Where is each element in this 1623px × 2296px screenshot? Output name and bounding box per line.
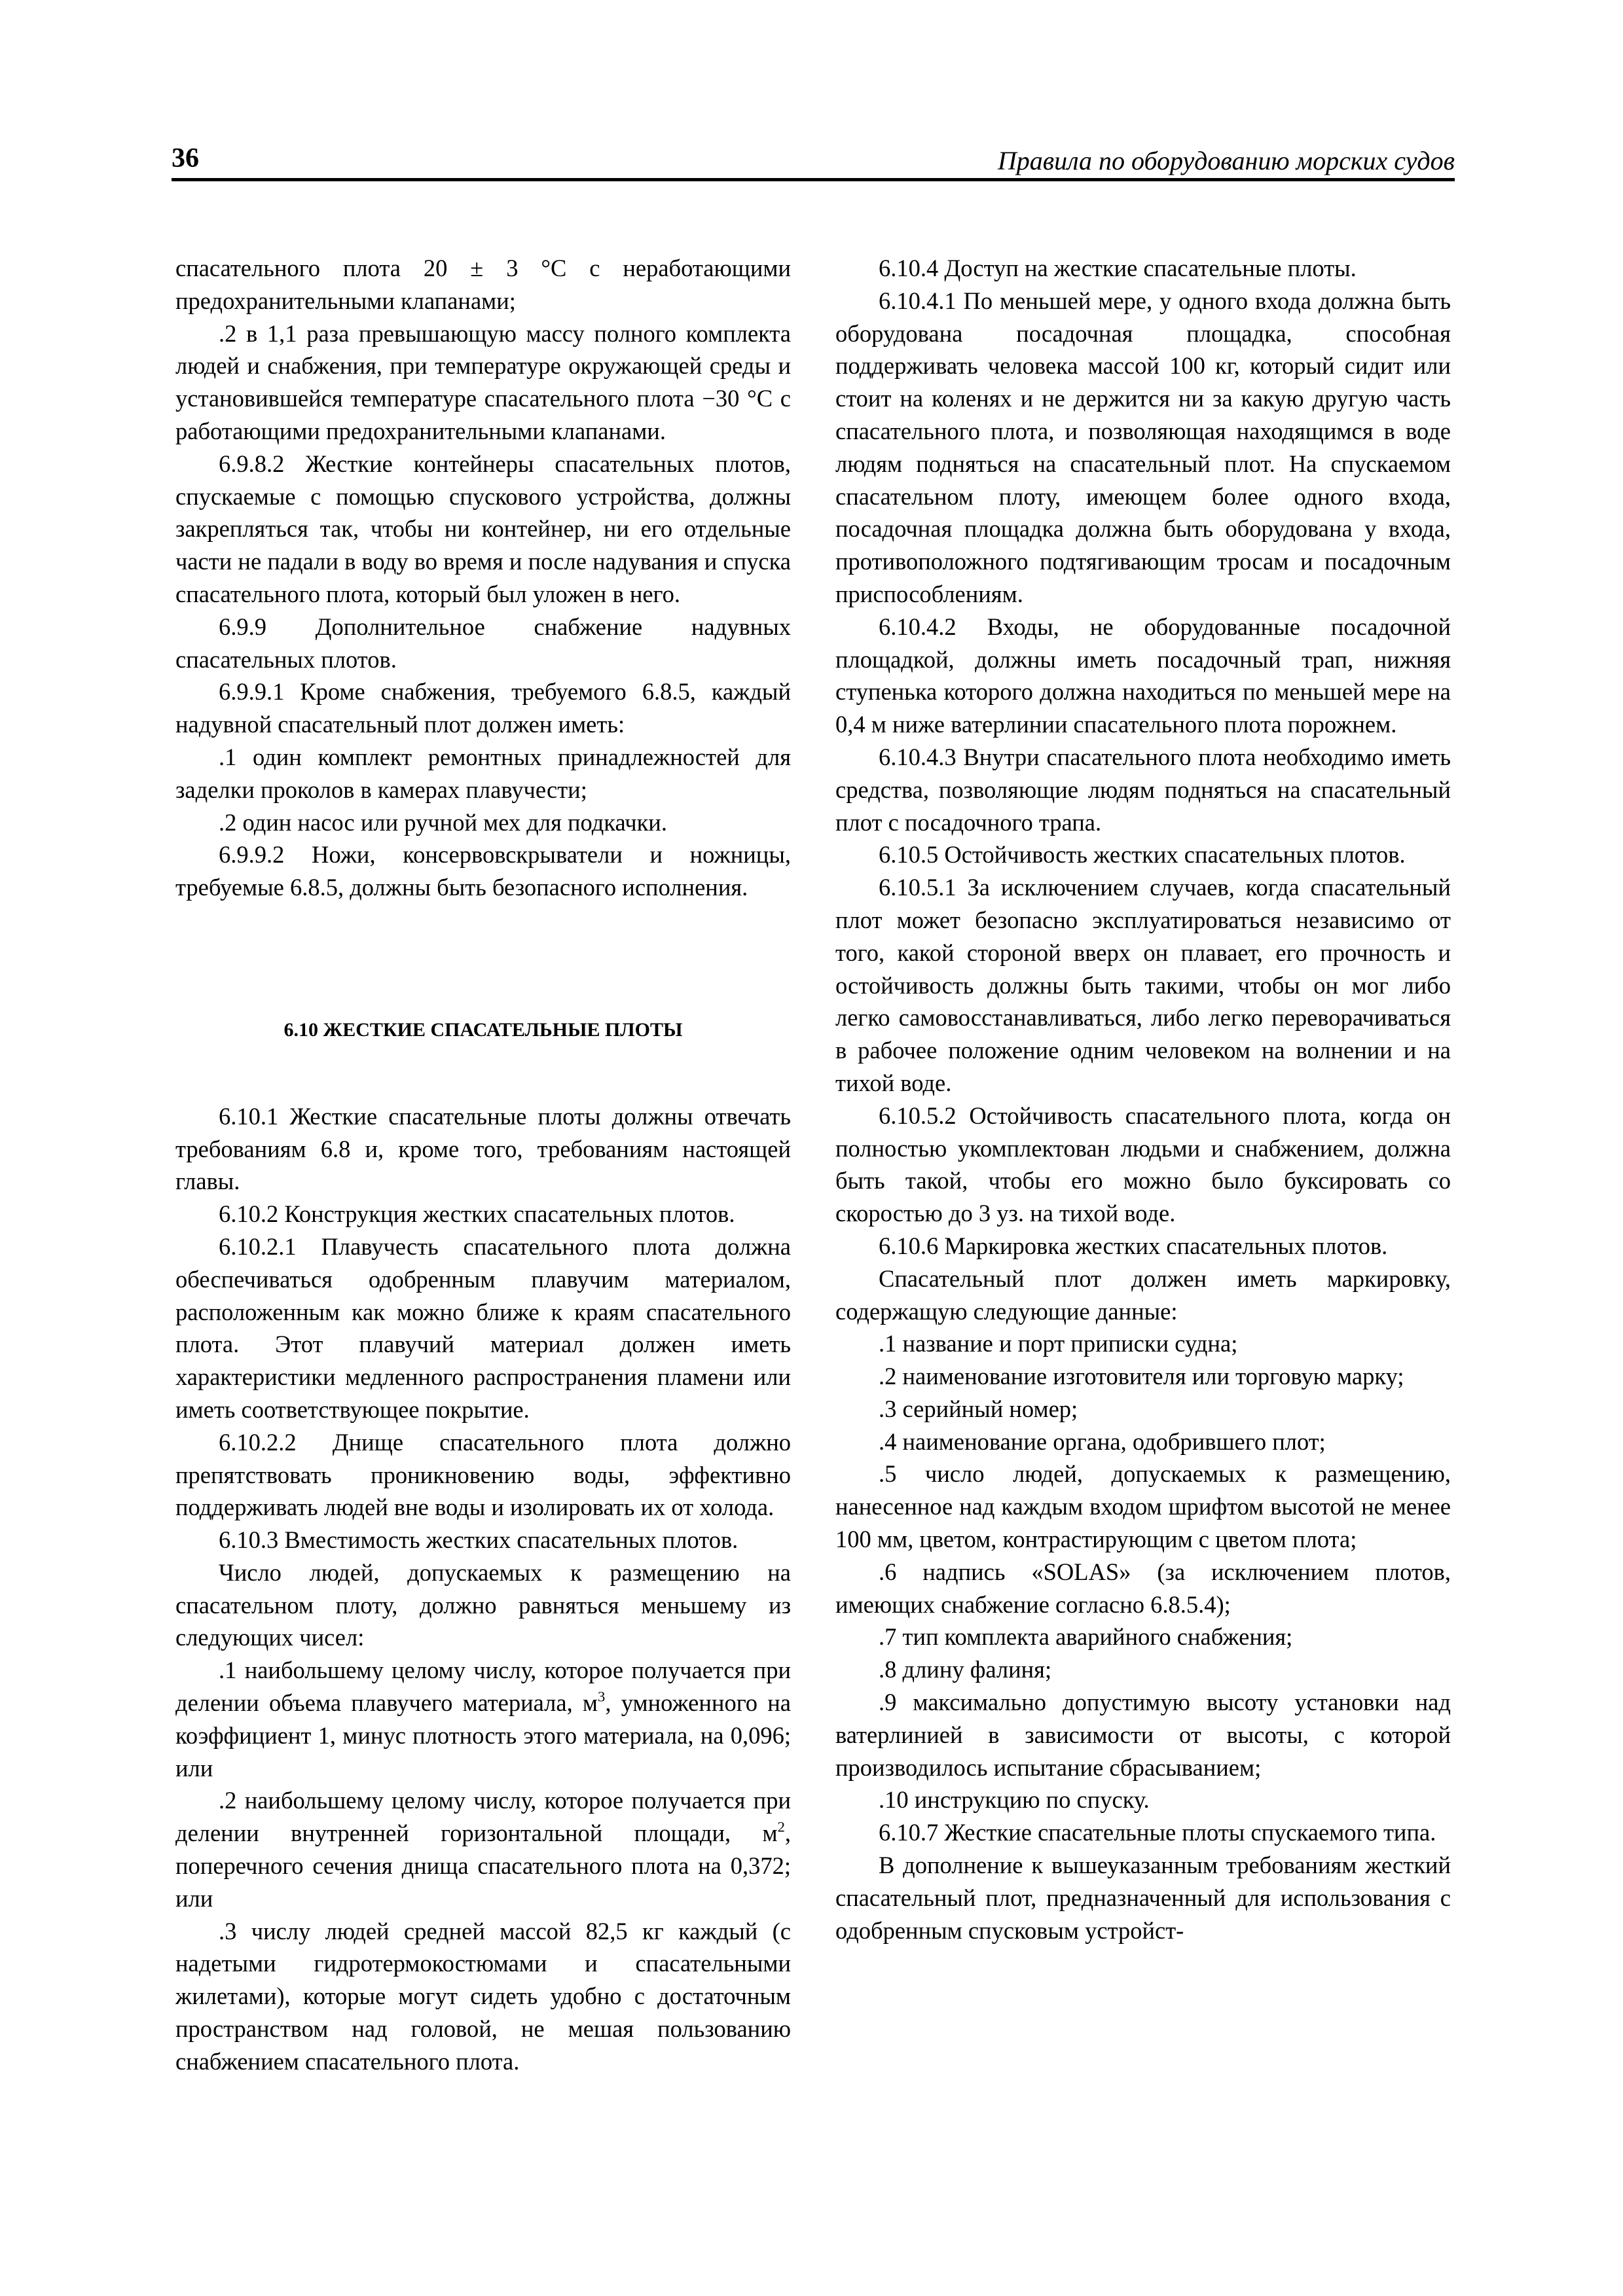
paragraph: Спасательный плот должен иметь маркировку, содержащую следующие данные:: [835, 1265, 1451, 1325]
list-item: .4 наименование органа, одобрившего плот;: [879, 1427, 1326, 1455]
paragraph: 6.9.9 Дополнительное снабжение надувных спасательных плотов.: [175, 613, 791, 673]
list-item-text: .1 наибольшему целому числу, которое получается при делении объема плавучего материала, м: [175, 1657, 791, 1717]
list-item: .7 тип комплекта аварийного снабжения;: [879, 1623, 1293, 1651]
paragraph: 6.10.5.2 Остойчивость спасательного плота, когда он полностью укомплектован людьми и снабжением, должна быть такой, чтобы его можно было буксировать со скоростью до 3 уз. на тихой воде.: [835, 1102, 1451, 1227]
paragraph: спасательного плота 20 ± 3 °С с неработающими предохранительными клапанами;: [175, 255, 791, 314]
list-item: .8 длину фалиня;: [879, 1656, 1052, 1683]
page-header: [172, 143, 1455, 181]
paragraph: 6.10.4.2 Входы, не оборудованные посадочной площадкой, должны иметь посадочный трап, нижняя ступенька которого должна находиться по меньшей мере на 0,4 м ниже ватерлинии спасательного плота порожнем.: [835, 613, 1451, 738]
paragraph: 6.10.6 Маркировка жестких спасательных плотов.: [879, 1232, 1388, 1259]
section-heading: 6.10 ЖЕСТКИЕ СПАСАТЕЛЬНЫЕ ПЛОТЫ: [283, 1018, 683, 1041]
paragraph: 6.9.8.2 Жесткие контейнеры спасательных плотов, спускаемые с помощью спускового устройства, должны закрепляться так, чтобы ни контейнер, ни его отдельные части не падали в воду во время и после надувания и спуска спасательного плота, который был уложен в него.: [175, 450, 791, 607]
paragraph: 6.10.1 Жесткие спасательные плоты должны отвечать требованиям 6.8 и, кроме того, требованиям настоящей главы.: [175, 1102, 791, 1195]
paragraph: 6.10.5 Остойчивость жестких спасательных плотов.: [879, 841, 1406, 869]
paragraph: 6.10.5.1 За исключением случаев, когда спасательный плот может безопасно эксплуатироваться независимо от того, какой стороной вверх он плавает, его прочность и остойчивость должны быть такими, чтобы он мог либо легко самовосстанавливаться, либо легко переворачиваться в рабочее положение одним человеком на волнении и на тихой воде.: [835, 874, 1451, 1096]
paragraph: 6.10.2 Конструкция жестких спасательных плотов.: [219, 1200, 735, 1228]
list-item: .3 числу людей средней массой 82,5 кг каждый (с надетыми гидротермокостюмами и спасательными жилетами), которые могут сидеть удобно с достаточным пространством над головой, не мешая пользованию снабжением спасательного плота.: [175, 1917, 791, 2075]
list-item: .1 название и порт приписки судна;: [879, 1330, 1238, 1357]
list-item: .5 число людей, допускаемых к размещению, нанесенное над каждым входом шрифтом высотой не менее 100 мм, цветом, контрастирующим с цветом плота;: [835, 1460, 1451, 1553]
paragraph: 6.9.9.2 Ножи, консервовскрыватели и ножницы, требуемые 6.8.5, должны быть безопасного исполнения.: [175, 841, 791, 901]
list-item: .2 наименование изготовителя или торговую марку;: [879, 1363, 1404, 1390]
paragraph: 6.10.2.1 Плавучесть спасательного плота должна обеспечиваться одобренным плавучим материалом, расположенным как можно ближе к краям спасательного плота. Этот плавучий материал должен иметь характеристики медленного распространения пламени или иметь соответствующее покрытие.: [175, 1232, 791, 1423]
paragraph: В дополнение к вышеуказанным требованиям жесткий спасательный плот, предназначенный для использования с одобренным спусковым устройст-: [835, 1852, 1451, 1944]
superscript: 2: [777, 1818, 785, 1835]
page-number: 36: [172, 143, 199, 173]
list-item-text: .2 наибольшему целому числу, которое получается при делении внутренней горизонтальной площади, м: [175, 1787, 791, 1847]
paragraph: Число людей, допускаемых к размещению на спасательном плоту, должно равняться меньшему из следующих чисел:: [175, 1558, 791, 1651]
left-column: [175, 252, 791, 2078]
superscript: 3: [598, 1688, 606, 1705]
paragraph: .1 один комплект ремонтных принадлежностей для заделки проколов в камерах плавучести;: [175, 743, 791, 803]
list-item: [175, 1654, 791, 1784]
paragraph: .2 один насос или ручной мех для подкачки.: [219, 808, 667, 836]
list-item: .9 максимально допустимую высоту установки над ватерлинией в зависимости от высоты, с которой производилось испытание сбрасыванием;: [835, 1689, 1451, 1781]
paragraph: 6.10.7 Жесткие спасательные плоты спускаемого типа.: [879, 1819, 1436, 1846]
paragraph: 6.10.4 Доступ на жесткие спасательные плоты.: [879, 255, 1357, 281]
paragraph: .2 в 1,1 раза превышающую массу полного комплекта людей и снабжения, при температуре окружающей среды и установившейся температуре спасательного плота −30 °С с работающими предохранительными клапанами.: [175, 319, 791, 444]
list-item: .10 инструкцию по спуску.: [879, 1786, 1150, 1814]
paragraph: 6.10.2.2 Днище спасательного плота должно препятствовать проникновению воды, эффективно поддерживать людей вне воды и изолировать их от холода.: [175, 1428, 791, 1521]
paragraph: 6.10.4.1 По меньшей мере, у одного входа должна быть оборудована посадочная площадка, способная поддерживать человека массой 100 кг, который сидит или стоит на коленях и не держится ни за какую другую часть спасательного плота, и позволяющая находящимся в воде людям подняться на спасательный плот. На спускаемом спасательном плоту, имеющем более одного входа, посадочная площадка должна быть оборудована у входа, противоположного подтягивающим тросам и посадочным приспособлениям.: [835, 287, 1451, 607]
list-item: .6 надпись «SOLAS» (за исключением плотов, имеющих снабжение согласно 6.8.5.4);: [835, 1558, 1451, 1618]
header-rule: [172, 178, 1455, 181]
list-item-text: , поперечного сечения днища спасательного плота на 0,372; или: [175, 1820, 791, 1912]
right-column: [835, 252, 1451, 1946]
list-item: [175, 1784, 791, 1914]
paragraph: 6.9.9.1 Кроме снабжения, требуемого 6.8.5, каждый надувной спасательный плот должен иметь:: [175, 678, 791, 738]
list-item: .3 серийный номер;: [879, 1395, 1078, 1422]
paragraph: 6.10.4.3 Внутри спасательного плота необходимо иметь средства, позволяющие людям подняться на спасательный плот с посадочного трапа.: [835, 743, 1451, 836]
paragraph: 6.10.3 Вместимость жестких спасательных плотов.: [219, 1526, 739, 1554]
list-item-text: , умноженного на коэффициент 1, минус плотность этого материала, на 0,096; или: [175, 1689, 791, 1782]
running-title: Правила по оборудованию морских судов: [997, 146, 1455, 175]
